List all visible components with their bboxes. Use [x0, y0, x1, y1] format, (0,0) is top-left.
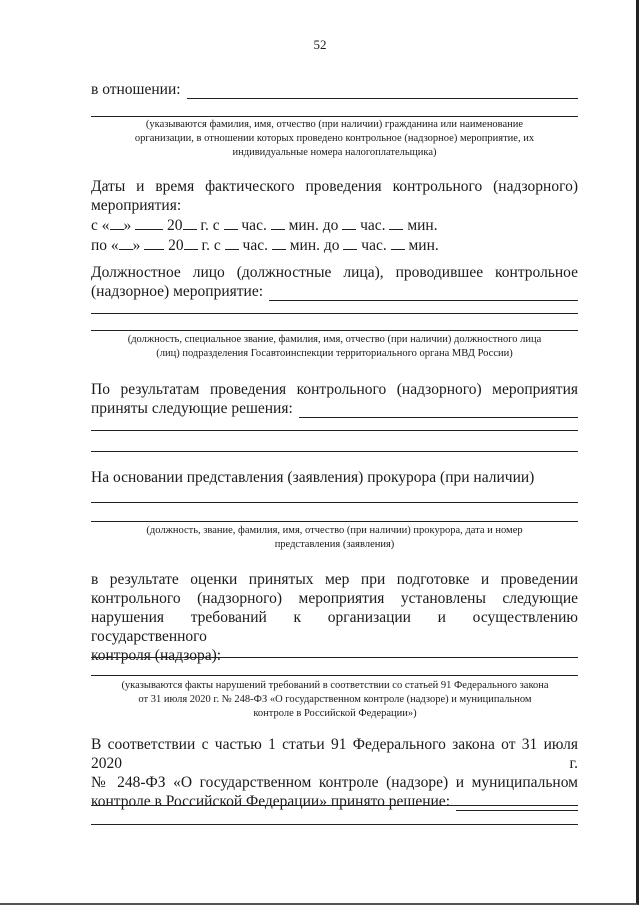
- official-field[interactable]: [269, 286, 578, 301]
- official-line-1: Должностное лицо (должностные лица), проводившее контрольное: [91, 264, 578, 281]
- violations-line-3: нарушения требований к организации и осуществлению государственного: [91, 609, 578, 645]
- violations-line-2: контрольного (надзорного) мероприятия установлены следующие: [91, 590, 578, 607]
- hour-to-field[interactable]: [343, 235, 357, 250]
- in-relation-row: [91, 80, 578, 99]
- prosecutor-field-2: [91, 521, 578, 522]
- results-line-1: По результатам проведения контрольного (надзорного) мероприятия: [91, 381, 578, 398]
- page-number: 52: [313, 37, 327, 52]
- minute-to-field[interactable]: [391, 235, 405, 250]
- decision-field-3: [91, 824, 578, 825]
- results-field[interactable]: [299, 403, 578, 418]
- prosecutor-line: На основании представления (заявления) прокурора (при наличии): [91, 469, 535, 486]
- caption-prosecutor: (должность, звание, фамилия, имя, отчество (при наличии) прокурора, дата и номер представления (заявления): [146, 525, 523, 550]
- violations-field-2: [91, 675, 578, 676]
- caption-official: (должность, специальное звание, фамилия, имя, отчество (при наличии) должностного лица (лиц) подразделения Госавтоинспекции территориального органа МВД России): [127, 334, 542, 359]
- dates-row-from: с « » 20 г. с час. мин. до час. мин.: [91, 217, 438, 234]
- minute-to-field[interactable]: [389, 215, 403, 230]
- year-field[interactable]: [184, 235, 198, 250]
- month-field[interactable]: [144, 235, 164, 250]
- violations-field-1: [91, 657, 578, 658]
- hour-field[interactable]: [225, 235, 239, 250]
- decision-line-2: № 248-ФЗ «О государственном контроле (надзоре) и муниципальном: [91, 774, 578, 791]
- dates-section: [91, 177, 578, 255]
- minute-field[interactable]: [271, 215, 285, 230]
- in-relation-line-2: [91, 116, 578, 117]
- violations-line-4: контроля (надзора):: [91, 647, 222, 664]
- official-line-extra-1: [91, 313, 578, 314]
- caption-subject: (указываются фамилия, имя, отчество (при наличии) гражданина или наименование организации, в отношении которых проведено контрольное (надзорное) мероприятие, их индивидуальные номера налогоплательщика): [134, 119, 535, 158]
- dates-heading-1: Даты и время фактического проведения контрольного (надзорного): [91, 178, 578, 195]
- decision-field-2: [91, 805, 578, 806]
- violations-section: [91, 570, 578, 665]
- decision-line-1: В соответствии с частью 1 статьи 91 Федерального закона от 31 июля 2020 г.: [91, 736, 578, 772]
- day-field[interactable]: [110, 215, 124, 230]
- caption-violations: (указываются факты нарушений требований в соответствии со статьей 91 Федерального закона от 31 июля 2020 г. № 248-ФЗ «О государственном контроле (надзоре) и муниципальном контроле в Российской Федерации»): [121, 680, 549, 719]
- decision-line-3: контроле в Российской Федерации» принято решение:: [91, 793, 450, 810]
- hour-to-field[interactable]: [342, 215, 356, 230]
- official-line-2: (надзорное) мероприятие:: [91, 283, 264, 300]
- dates-heading-2: мероприятия:: [91, 197, 182, 214]
- in-relation-field[interactable]: [187, 84, 578, 99]
- results-line-2: приняты следующие решения:: [91, 400, 293, 417]
- decision-section: [91, 735, 578, 811]
- official-section: [91, 263, 578, 301]
- results-line-extra-2: [91, 451, 578, 452]
- results-section: [91, 380, 578, 418]
- year-field[interactable]: [183, 215, 197, 230]
- in-relation-label: в отношении:: [91, 81, 181, 98]
- day-field[interactable]: [119, 235, 133, 250]
- results-line-extra-1: [91, 430, 578, 431]
- hour-field[interactable]: [224, 215, 238, 230]
- minute-field[interactable]: [272, 235, 286, 250]
- month-field[interactable]: [135, 215, 163, 230]
- violations-line-1: в результате оценки принятых мер при подготовке и проведении: [91, 571, 578, 588]
- decision-field[interactable]: [456, 796, 578, 811]
- prosecutor-field-1: [91, 502, 578, 503]
- dates-row-to: по « » 20 г. с час. мин. до час. мин.: [91, 237, 439, 254]
- official-line-extra-2: [91, 330, 578, 331]
